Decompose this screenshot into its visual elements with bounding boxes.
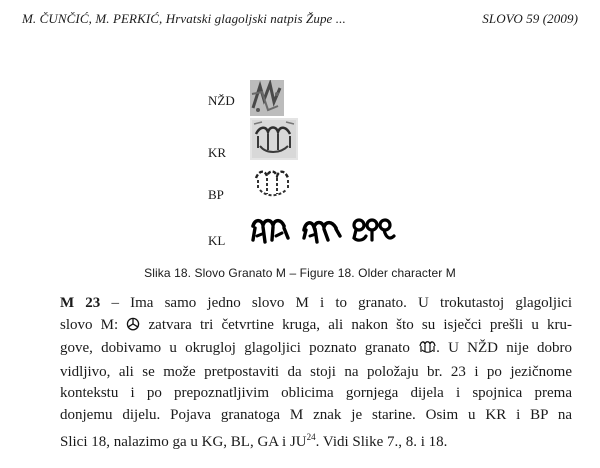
figure-row-kr <box>208 118 298 165</box>
figure-row-label: NŽD <box>208 92 235 108</box>
body-text-span: . U NŽD nije dobro <box>436 340 572 357</box>
body-line-2 <box>60 315 572 339</box>
inscription-photo-bp <box>250 164 296 207</box>
body-paragraph <box>60 293 572 453</box>
figure-row-label: BP <box>208 186 224 202</box>
glagolitic-m-variant-3 <box>350 216 396 251</box>
section-label: M 23 <box>60 295 101 311</box>
figure-row-bp <box>208 164 296 207</box>
footnote-ref[interactable]: 24 <box>306 431 316 442</box>
header-journal: SLOVO 59 (2009) <box>482 11 578 26</box>
glagolitic-m-triangular-icon <box>126 317 140 339</box>
figure-row-label: KR <box>208 144 227 160</box>
body-text-span: gove, dobivamo u okrugloj glagoljici poznato granato <box>60 340 419 357</box>
body-line-1 <box>60 293 572 315</box>
body-line-3 <box>60 338 572 362</box>
header-authors-title: M. ČUNČIĆ, M. PERKIĆ, Hrvatski glagoljski natpis Župe ... <box>22 11 346 26</box>
glagolitic-m-variant-1 <box>250 216 294 251</box>
body-line-6: donjemu dijelu. Pojava granatoga M znak je starine. Osim u KR i BP na <box>60 406 572 423</box>
figure-row-nzd <box>208 80 284 121</box>
body-text-span: slovo M: <box>60 316 127 333</box>
body-line-7 <box>60 427 572 454</box>
body-text-span: – Ima samo jedno slovo M i to granato. U trokutastoj glagoljici <box>100 295 572 311</box>
figure-18 <box>0 52 600 262</box>
figure-row-kl <box>208 216 396 251</box>
running-header <box>22 11 578 27</box>
figure-caption: Slika 18. Slovo Granato M – Figure 18. Older character M <box>144 266 456 280</box>
body-text-span: Slici 18, nalazimo ga u KG, BL, GA i JU <box>60 433 307 450</box>
inscription-photo-nzd <box>250 80 284 121</box>
figure-row-label: KL <box>208 232 226 248</box>
body-text-span: zatvara tri četvrtine kruga, ali nakon što su isječci prešli u kru- <box>140 316 572 333</box>
glagolitic-m-variant-2 <box>300 216 344 251</box>
body-line-5: kontekstu i po prepoznatljivim oblicima gornjega dijela i spojnica prema <box>60 385 572 402</box>
inscription-photo-kr <box>250 118 298 165</box>
body-line-4: vidljivo, ali se može pretpostaviti da stoji na položaju br. 23 i po jezičnome <box>60 363 572 380</box>
body-text-span: . Vidi Slike 7., 8. i 18. <box>315 433 448 450</box>
glagolitic-m-round-icon <box>418 340 436 362</box>
